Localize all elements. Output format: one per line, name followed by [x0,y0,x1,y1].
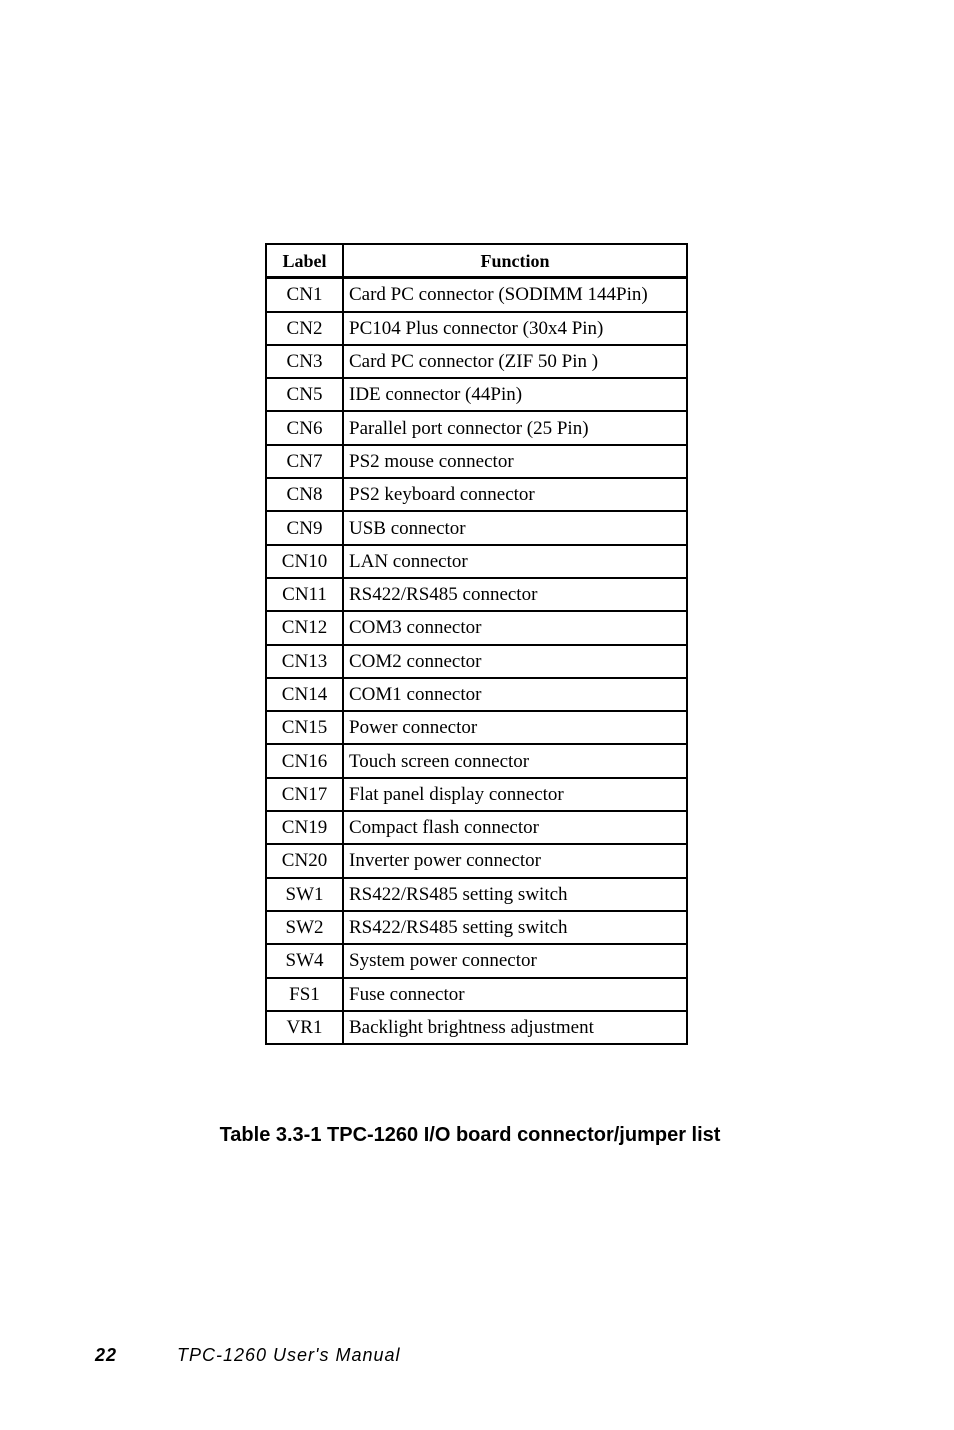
table-row [266,878,687,911]
connector-function-cell: Inverter power connector [343,844,687,877]
connector-jumper-table [265,243,688,1045]
table-row [266,844,687,877]
connector-function-cell: Compact flash connector [343,811,687,844]
connector-function-cell: RS422/RS485 setting switch [343,911,687,944]
table-row [266,511,687,544]
connector-label-cell: CN6 [266,411,343,444]
table-caption: Table 3.3-1 TPC-1260 I/O board connector/jumper list [219,1124,721,1146]
connector-label-cell: CN20 [266,844,343,877]
table-row [266,911,687,944]
connector-function-cell: Parallel port connector (25 Pin) [343,411,687,444]
manual-title: TPC-1260 User's Manual [177,1345,401,1365]
table-row [266,978,687,1011]
table-row [266,378,687,411]
table-row [266,1011,687,1044]
page-footer [95,1345,401,1366]
table-row [266,345,687,378]
connector-function-cell: IDE connector (44Pin) [343,378,687,411]
connector-label-cell: CN11 [266,578,343,611]
connector-label-cell: SW2 [266,911,343,944]
label-column-header: Label [266,244,343,278]
table-row [266,478,687,511]
connector-function-cell: COM3 connector [343,611,687,644]
table-row [266,711,687,744]
table-row [266,744,687,777]
table-header-row [266,244,687,278]
connector-label-cell: CN16 [266,744,343,777]
table-row [266,312,687,345]
connector-label-cell: CN10 [266,545,343,578]
connector-label-cell: CN9 [266,511,343,544]
connector-function-cell: Backlight brightness adjustment [343,1011,687,1044]
connector-function-cell: RS422/RS485 connector [343,578,687,611]
connector-function-cell: PS2 mouse connector [343,445,687,478]
connector-label-cell: SW4 [266,944,343,977]
connector-function-cell: Touch screen connector [343,744,687,777]
connector-function-cell: USB connector [343,511,687,544]
connector-function-cell: Fuse connector [343,978,687,1011]
table-row [266,944,687,977]
connector-label-cell: CN1 [266,278,343,312]
table-row [266,411,687,444]
connector-label-cell: CN12 [266,611,343,644]
table-row [266,678,687,711]
connector-function-cell: Power connector [343,711,687,744]
connector-function-cell: System power connector [343,944,687,977]
table-row [266,578,687,611]
page-number: 22 [95,1345,118,1365]
connector-function-cell: RS422/RS485 setting switch [343,878,687,911]
connector-function-cell: Flat panel display connector [343,778,687,811]
table-row [266,811,687,844]
table-row [266,611,687,644]
connector-function-cell: Card PC connector (ZIF 50 Pin ) [343,345,687,378]
connector-function-cell: LAN connector [343,545,687,578]
connector-function-cell: COM1 connector [343,678,687,711]
table-row [266,778,687,811]
connector-label-cell: CN14 [266,678,343,711]
connector-label-cell: CN7 [266,445,343,478]
connector-label-cell: VR1 [266,1011,343,1044]
connector-function-cell: PC104 Plus connector (30x4 Pin) [343,312,687,345]
connector-label-cell: CN5 [266,378,343,411]
connector-label-cell: FS1 [266,978,343,1011]
connector-label-cell: SW1 [266,878,343,911]
connector-label-cell: CN19 [266,811,343,844]
connector-label-cell: CN2 [266,312,343,345]
table-row [266,545,687,578]
connector-function-cell: Card PC connector (SODIMM 144Pin) [343,278,687,312]
connector-label-cell: CN17 [266,778,343,811]
connector-function-cell: COM2 connector [343,645,687,678]
connector-label-cell: CN8 [266,478,343,511]
connector-label-cell: CN13 [266,645,343,678]
table-row [266,278,687,312]
connector-function-cell: PS2 keyboard connector [343,478,687,511]
table-row [266,645,687,678]
connector-label-cell: CN3 [266,345,343,378]
function-column-header: Function [343,244,687,278]
table-body [266,278,687,1044]
connector-label-cell: CN15 [266,711,343,744]
table-row [266,445,687,478]
